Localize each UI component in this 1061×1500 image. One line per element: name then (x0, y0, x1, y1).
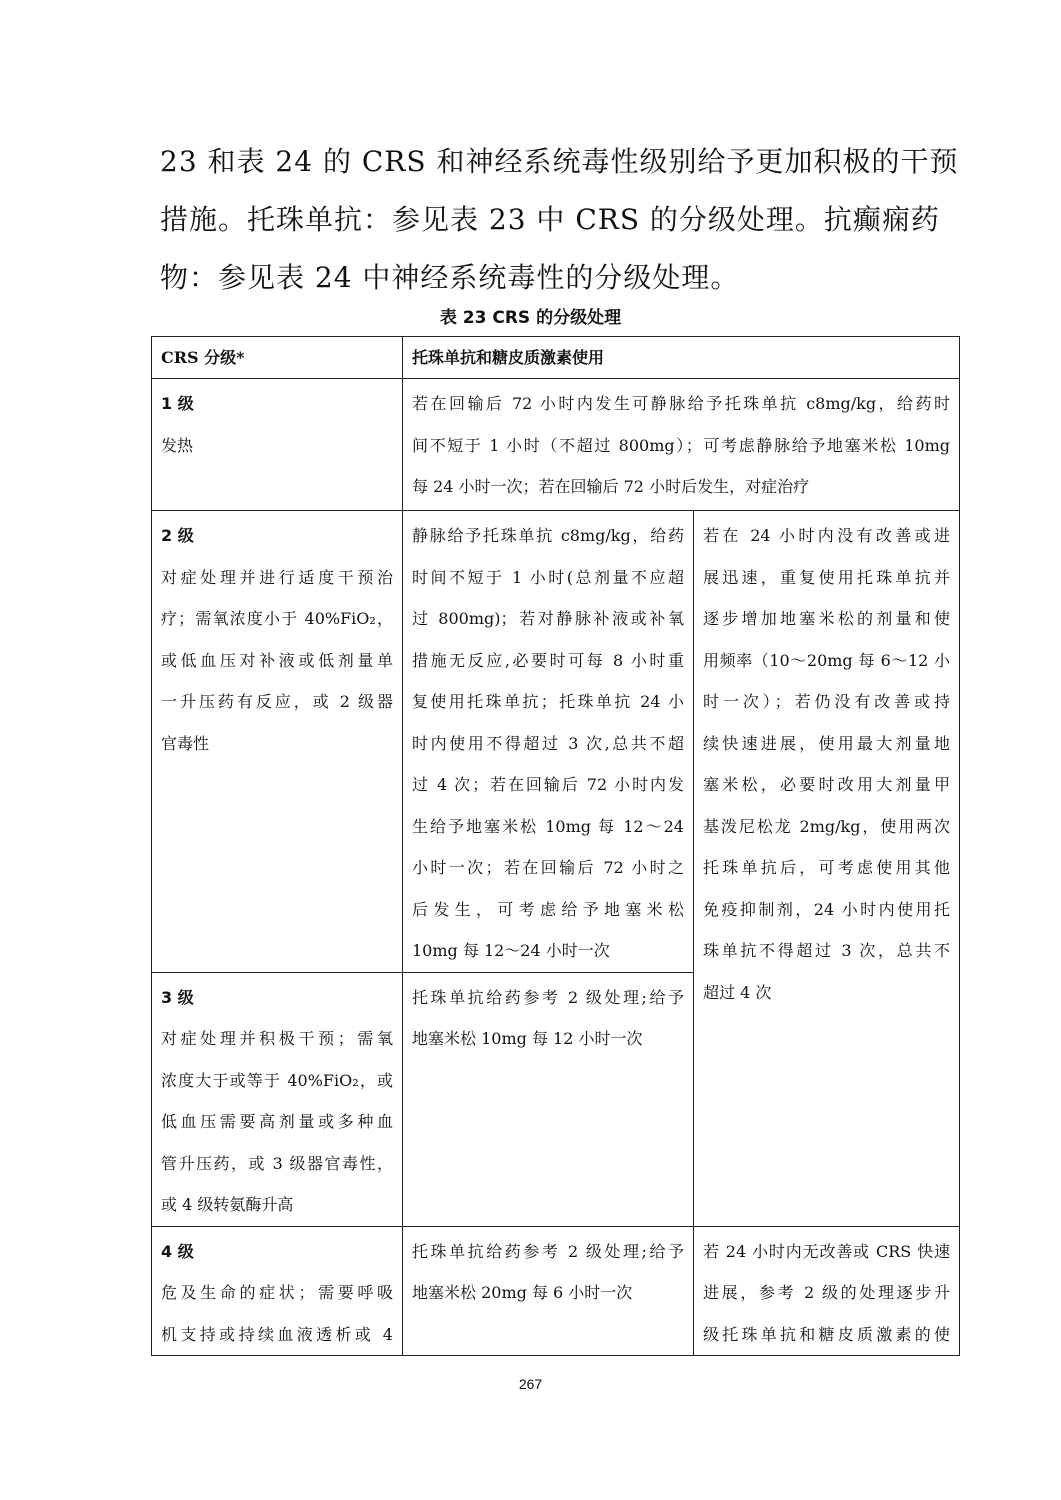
grade-desc-line: 管升压药，或 3 级器官毒性， (161, 1153, 393, 1173)
grade-desc-line: 发热 (161, 435, 194, 455)
header-treatment: 托珠单抗和糖皮质激素使用 (403, 337, 960, 379)
treatment-cell (403, 1226, 694, 1356)
escalation-line: 超过 4 次 (703, 982, 772, 1002)
escalation-line: 珠单抗不得超过 3 次，总共不 (703, 941, 951, 960)
header-crs-grade: CRS 分级* (152, 337, 403, 379)
treatment-line: 托珠单抗给药参考 2 级处理;给予 (412, 1241, 684, 1261)
treatment-line: 若在回输后 72 小时内发生可静脉给予托珠单抗 c8mg/kg，给药时 (412, 394, 951, 413)
treatment-line: 地塞米松 10mg 每 12 小时一次 (412, 1029, 643, 1048)
grade-level: 3 级 (161, 987, 194, 1007)
treatment-cell (403, 511, 694, 973)
treatment-line: 托珠单抗给药参考 2 级处理;给予 (412, 987, 684, 1007)
treatment-line: 10mg 每 12～24 小时一次 (412, 941, 610, 960)
grade-desc-line: 疗；需氧浓度小于 40%FiO₂， (161, 609, 393, 628)
escalation-cell (694, 1226, 960, 1356)
treatment-line: 过 800mg)；若对静脉补液或补氧 (412, 609, 684, 628)
treatment-line: 时内使用不得超过 3 次,总共不超 (412, 733, 684, 753)
escalation-line: 展迅速，重复使用托珠单抗并 (703, 567, 951, 587)
table-header-row (152, 337, 960, 379)
escalation-line: 基泼尼松龙 2mg/kg，使用两次 (703, 816, 951, 836)
treatment-line: 生给予地塞米松 10mg 每 12～24 (412, 816, 684, 836)
treatment-line: 小时一次；若在回输后 72 小时之 (412, 858, 684, 877)
paragraph-line: 23 和表 24 的 CRS 和神经系统毒性级别给予更加积极的干预 (160, 145, 959, 178)
table-row-grade-2 (152, 511, 960, 973)
treatment-line: 措施无反应,必要时可每 8 小时重 (412, 650, 684, 670)
escalation-line: 级托珠单抗和糖皮质激素的使 (703, 1324, 951, 1344)
crs-grading-table (151, 336, 960, 1356)
grade-cell (152, 511, 403, 973)
treatment-line: 复使用托珠单抗；托珠单抗 24 小 (412, 692, 684, 711)
treatment-line: 过 4 次；若在回输后 72 小时内发 (412, 775, 684, 794)
treatment-cell (403, 379, 960, 511)
treatment-line: 间不短于 1 小时（不超过 800mg）；可考虑静脉给予地塞米松 10mg (412, 435, 951, 455)
grade-desc-line: 官毒性 (161, 733, 210, 753)
treatment-line: 地塞米松 20mg 每 6 小时一次 (412, 1283, 633, 1302)
escalation-line: 若 24 小时内无改善或 CRS 快速 (703, 1241, 951, 1261)
page-number: 267 (518, 1376, 543, 1392)
grade-desc-line: 或 4 级转氨酶升高 (161, 1195, 294, 1214)
grade-desc-line: 对症处理并进行适度干预治 (161, 567, 393, 587)
treatment-line: 每 24 小时一次；若在回输后 72 小时后发生，对症治疗 (412, 477, 810, 496)
treatment-line: 后发生，可考虑给予地塞米松 (412, 899, 684, 919)
treatment-line: 静脉给予托珠单抗 c8mg/kg，给药 (412, 526, 684, 545)
escalation-line: 逐步增加地塞米松的剂量和使 (703, 609, 951, 628)
escalation-line: 时一次）；若仍没有改善或持 (703, 692, 951, 711)
escalation-line: 若在 24 小时内没有改善或进 (703, 526, 951, 545)
treatment-line: 时间不短于 1 小时(总剂量不应超 (412, 567, 684, 587)
escalation-line: 进展，参考 2 级的处理逐步升 (703, 1283, 951, 1302)
grade-desc-line: 或低血压对补液或低剂量单 (161, 650, 393, 670)
treatment-cell (403, 972, 694, 1226)
table-row-grade-4 (152, 1226, 960, 1356)
grade-level: 1 级 (161, 394, 194, 413)
grade-cell (152, 379, 403, 511)
table-caption: 表 23 CRS 的分级处理 (439, 308, 622, 328)
grade-desc-line: 对症处理并积极干预；需氧 (161, 1029, 393, 1048)
grade-cell (152, 1226, 403, 1356)
escalation-cell (694, 511, 960, 1227)
escalation-line: 塞米松，必要时改用大剂量甲 (703, 775, 951, 794)
escalation-line: 续快速进展，使用最大剂量地 (703, 733, 951, 753)
body-paragraph (160, 133, 959, 307)
table-row-grade-1 (152, 379, 960, 511)
paragraph-line: 措施。托珠单抗：参见表 23 中 CRS 的分级处理。抗癫痫药 (160, 203, 940, 236)
grade-desc-line: 一升压药有反应，或 2 级器 (161, 692, 393, 711)
escalation-line: 免疫抑制剂，24 小时内使用托 (703, 899, 951, 919)
escalation-line: 用频率（10～20mg 每 6～12 小 (703, 650, 951, 670)
grade-desc-line: 危及生命的症状；需要呼吸 (161, 1283, 393, 1302)
grade-cell (152, 972, 403, 1226)
grade-level: 4 级 (161, 1241, 194, 1261)
grade-desc-line: 低血压需要高剂量或多种血 (161, 1112, 393, 1131)
grade-level: 2 级 (161, 526, 194, 545)
paragraph-line: 物：参见表 24 中神经系统毒性的分级处理。 (160, 261, 740, 294)
grade-desc-line: 机支持或持续血液透析或 4 (161, 1324, 393, 1344)
escalation-line: 托珠单抗后，可考虑使用其他 (703, 858, 951, 877)
grade-desc-line: 浓度大于或等于 40%FiO₂，或 (161, 1070, 393, 1090)
